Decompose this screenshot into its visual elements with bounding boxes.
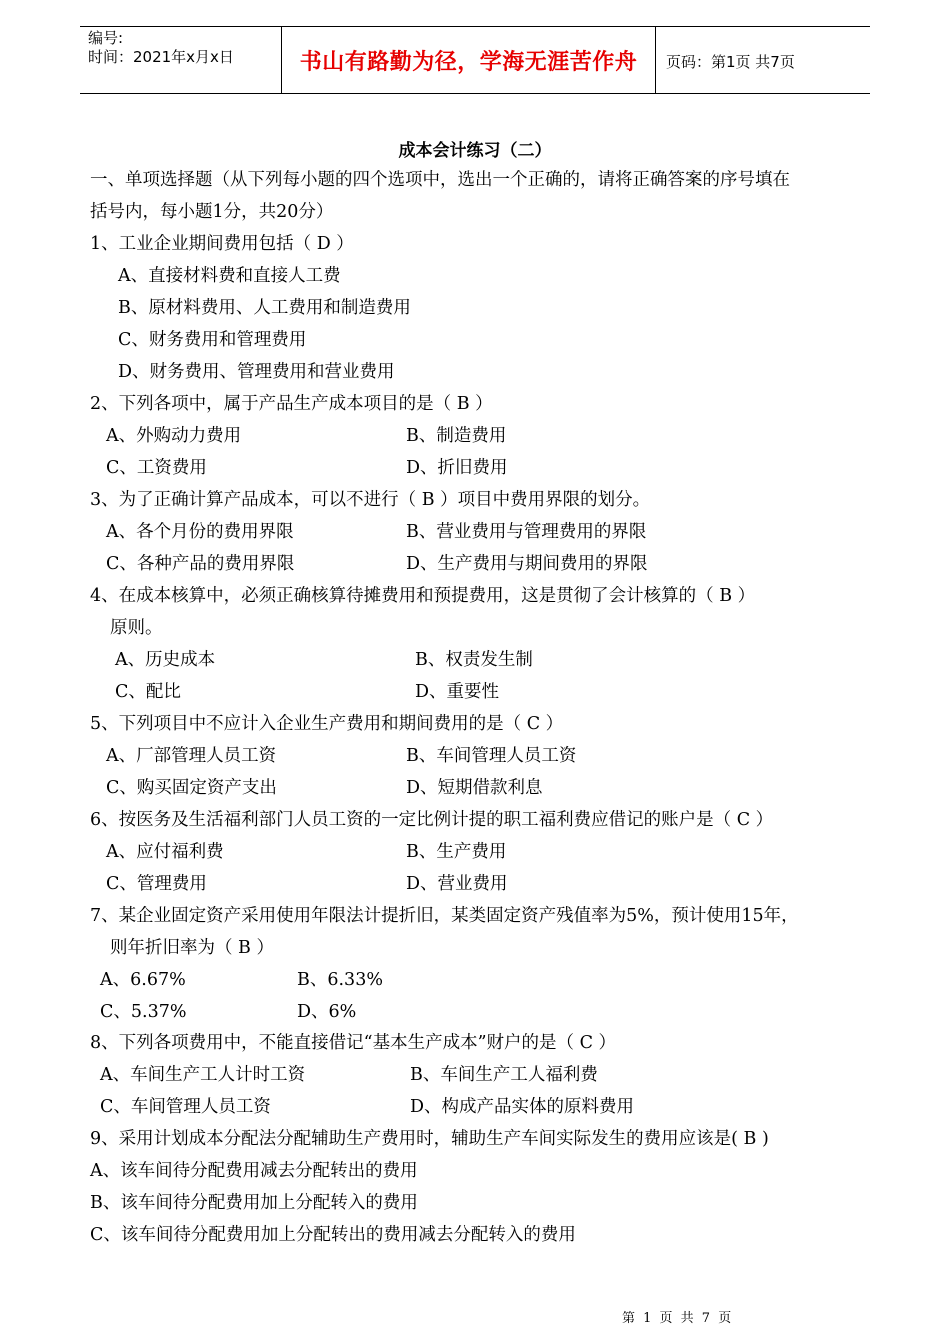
q4-option-d: D、重要性	[415, 682, 500, 702]
q4-option-c: C、配比	[115, 682, 181, 702]
q3-stem: 3、为了正确计算产品成本，可以不进行（ B ）项目中费用界限的划分。	[90, 490, 651, 510]
q3-option-b: B、营业费用与管理费用的界限	[406, 522, 647, 542]
header-motto: 书山有路勤为径，学海无涯苦作舟	[299, 50, 638, 75]
q3-option-d: D、生产费用与期间费用的界限	[406, 554, 648, 574]
header-page-label: 页码：第1页 共7页	[666, 53, 795, 71]
q5-option-c: C、购买固定资产支出	[106, 778, 277, 798]
q7-option-b: B、6.33%	[297, 970, 383, 990]
q9-stem: 9、采用计划成本分配法分配辅助生产费用时，辅助生产车间实际发生的费用应该是( B )	[90, 1129, 769, 1149]
q4-stem-continued: 原则。	[110, 618, 163, 638]
header-meta	[88, 29, 288, 67]
q8-stem: 8、下列各项费用中，不能直接借记“基本生产成本”财户的是（ C ）	[90, 1033, 617, 1053]
q1-option-a: A、直接材料费和直接人工费	[118, 266, 341, 286]
header-time-label: 时间：2021年x月x日	[88, 48, 234, 66]
q7-stem-continued: 则年折旧率为（ B ）	[110, 938, 274, 958]
q4-option-a: A、历史成本	[115, 650, 216, 670]
q5-option-d: D、短期借款利息	[406, 778, 543, 798]
page-title: 成本会计练习（二）	[398, 141, 552, 161]
q9-option-b: B、该车间待分配费用加上分配转入的费用	[90, 1193, 418, 1213]
header-divider	[655, 27, 656, 93]
q3-option-a: A、各个月份的费用界限	[106, 522, 294, 542]
q2-option-a: A、外购动力费用	[106, 426, 242, 446]
page-footer: 第 1 页 共 7 页	[622, 1311, 734, 1326]
q4-option-b: B、权责发生制	[415, 650, 533, 670]
section-heading-line1: 一、单项选择题（从下列每小题的四个选项中，选出一个正确的，请将正确答案的序号填在	[90, 170, 790, 190]
document-header	[80, 26, 870, 94]
q6-option-d: D、营业费用	[406, 874, 508, 894]
q7-option-a: A、6.67%	[100, 970, 186, 990]
q2-option-c: C、工资费用	[106, 458, 207, 478]
q1-option-d: D、财务费用、管理费用和营业费用	[118, 362, 395, 382]
q5-stem: 5、下列项目中不应计入企业生产费用和期间费用的是（ C ）	[90, 714, 564, 734]
q7-option-c: C、5.37%	[100, 1002, 187, 1022]
q3-option-c: C、各种产品的费用界限	[106, 554, 295, 574]
section-heading-line2: 括号内，每小题1分，共20分）	[90, 202, 334, 222]
q8-option-d: D、构成产品实体的原料费用	[410, 1097, 635, 1117]
q8-option-b: B、车间生产工人福利费	[410, 1065, 598, 1085]
q2-option-d: D、折旧费用	[406, 458, 508, 478]
q2-option-b: B、制造费用	[406, 426, 507, 446]
q9-option-c: C、该车间待分配费用加上分配转出的费用减去分配转入的费用	[90, 1225, 576, 1245]
q5-option-b: B、车间管理人员工资	[406, 746, 577, 766]
q7-stem: 7、某企业固定资产采用使用年限法计提折旧，某类固定资产残值率为5%，预计使用15年，	[90, 906, 799, 926]
q6-option-c: C、管理费用	[106, 874, 207, 894]
q6-option-a: A、应付福利费	[106, 842, 224, 862]
q8-option-c: C、车间管理人员工资	[100, 1097, 271, 1117]
q1-option-b: B、原材料费用、人工费用和制造费用	[118, 298, 411, 318]
q4-stem: 4、在成本核算中，必须正确核算待摊费用和预提费用，这是贯彻了会计核算的（ B ）	[90, 586, 756, 606]
q7-option-d: D、6%	[297, 1002, 357, 1022]
q6-stem: 6、按医务及生活福利部门人员工资的一定比例计提的职工福利费应借记的账户是（ C ）	[90, 810, 774, 830]
q1-stem: 1、工业企业期间费用包括（ D ）	[90, 234, 354, 254]
q5-option-a: A、厂部管理人员工资	[106, 746, 277, 766]
q8-option-a: A、车间生产工人计时工资	[100, 1065, 306, 1085]
q9-option-a: A、该车间待分配费用减去分配转出的费用	[90, 1161, 418, 1181]
q1-option-c: C、财务费用和管理费用	[118, 330, 307, 350]
header-number-label: 编号:	[88, 29, 124, 47]
q6-option-b: B、生产费用	[406, 842, 507, 862]
q2-stem: 2、下列各项中，属于产品生产成本项目的是（ B ）	[90, 394, 493, 414]
